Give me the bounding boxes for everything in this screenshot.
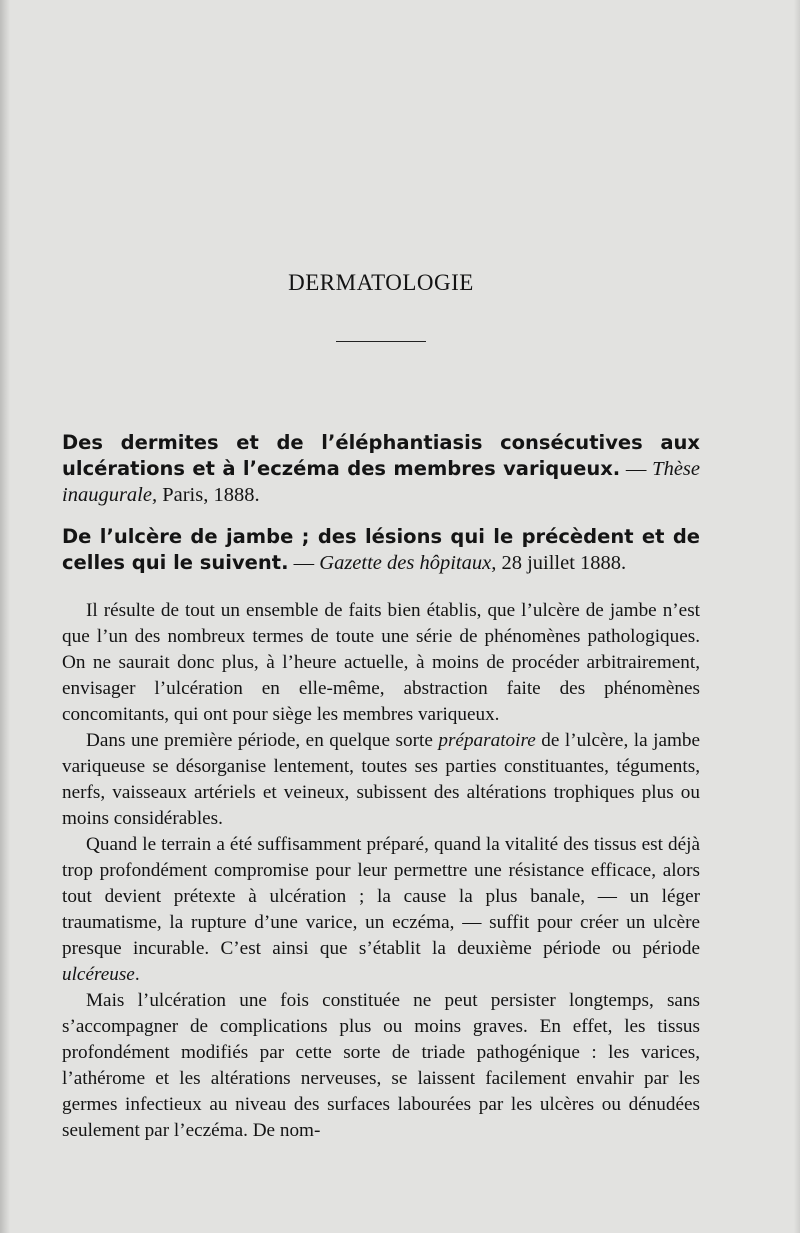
paragraph-2	[62, 728, 700, 832]
paragraph-3	[62, 832, 700, 988]
article-entry-1	[62, 430, 700, 508]
paragraph-3-text-b: .	[134, 964, 140, 985]
article-1-source: Thèse inaugurale,	[62, 458, 700, 506]
body-text	[62, 598, 700, 1144]
article-1-title: Des dermites et de l’éléphantiasis consécutives aux ulcérations et à l’eczéma des membres variqueux.	[62, 431, 700, 480]
scan-edge-right	[794, 0, 800, 1233]
scan-edge-left	[0, 0, 10, 1233]
paragraph-3-emphasis: ulcéreuse	[62, 964, 135, 985]
article-1-details: Paris, 1888.	[157, 484, 260, 506]
article-2-dash: —	[288, 552, 320, 574]
paragraph-1: Il résulte de tout un ensemble de faits bien établis, que l’ulcère de jambe n’est que l’un des nombreux termes de toute une série de phénomènes pathologiques. On ne saurait donc plus, à l’heure actuelle, à moins de procéder arbitrairement, envisager l’ulcération en elle-même, abstraction faite des phénomènes concomitants, qui ont pour siège les membres variqueux.	[62, 600, 700, 725]
article-2-title: De l’ulcère de jambe ; des lésions qui le précèdent et de celles qui le suivent.	[62, 525, 700, 574]
paragraph-3-text-a: Quand le terrain a été suffisamment préparé, quand la vitalité des tissus est déjà trop profondément compromise pour leur permettre une résistance efficace, alors tout devient prétexte à ulcération ; la cause la plus banale, — un léger traumatisme, la rupture d’une varice, un eczéma, — suffit pour créer un ulcère presque incurable. C’est ainsi que s’établit la deuxième période ou période	[62, 834, 700, 959]
section-heading: DERMATOLOGIE	[288, 270, 474, 295]
heading-rule	[336, 341, 426, 342]
article-2-details: 28 juillet 1888.	[496, 552, 627, 574]
paragraph-4: Mais l’ulcération une fois constituée ne peut persister longtemps, sans s’accompagner de complications plus ou moins graves. En effet, les tissus profondément modifiés par cette sorte de triade pathogénique : les varices, l’athérome et les altérations nerveuses, se laissent facilement envahir par les germes infectieux au niveau des surfaces labourées par les ulcères ou dénudées seulement par l’eczéma. De nom-	[62, 990, 700, 1141]
article-2-source: Gazette des hôpitaux,	[319, 552, 497, 574]
article-entry-2	[62, 524, 700, 576]
paragraph-2-text-a: Dans une première période, en quelque sorte	[86, 730, 439, 751]
article-1-dash: —	[620, 458, 653, 480]
paragraph-2-text-b: de l’ulcère, la jambe variqueuse se désorganise lentement, toutes ses parties constituantes, téguments, nerfs, vaisseaux artériels et veineux, subissent des altérations trophiques plus ou moins considérables.	[62, 730, 700, 829]
paragraph-2-emphasis: préparatoire	[438, 730, 536, 751]
